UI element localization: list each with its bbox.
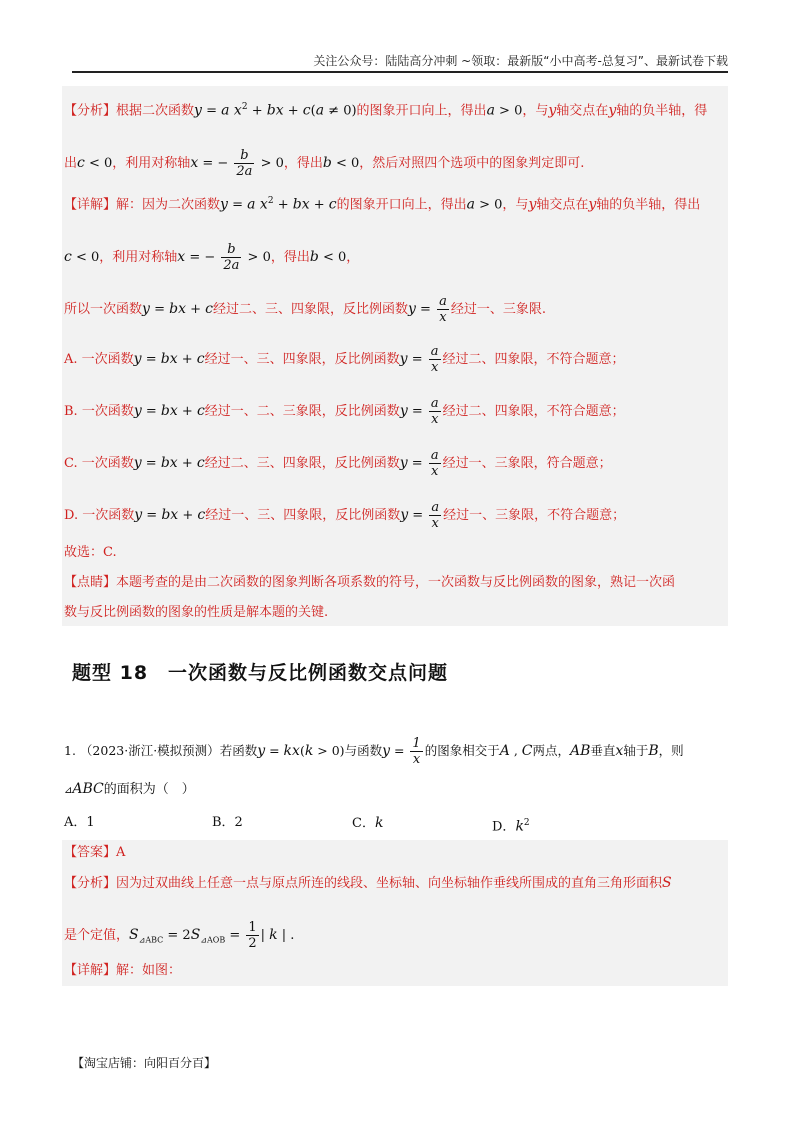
comment-line-2: 数与反比例函数的图象的性质是解本题的关键. xyxy=(64,605,329,620)
choice-d: D．$k^2$ xyxy=(492,818,530,835)
choice-c: C．k xyxy=(352,815,384,831)
section-title: 题型 18 一次函数与反比例函数交点问题 xyxy=(72,662,449,684)
choice-a: A．1 xyxy=(64,815,95,830)
detail2-line: 【详解】解：如图： xyxy=(64,963,182,978)
option-d: D. 一次函数y = bx + c经过一、三、四象限，反比例函数y = $\frac{a}{x}$ 经过一、三象限，不符合题意； xyxy=(64,500,626,531)
option-b: B. 一次函数y = bx + c经过一、二、三象限，反比例函数y = $\frac{a}{x}$ 经过二、四象限，不符合题意； xyxy=(64,396,625,427)
option-c: C. 一次函数y = bx + c经过二、三、四象限，反比例函数y = $\frac{a}{x}$ 经过一、三象限，符合题意； xyxy=(64,448,612,479)
analysis-line-2: 出c < 0，利用对称轴x = − $\frac{b}{2a}$ > 0，得出b < 0，然后对照四个选项中的图象判定即可. xyxy=(64,148,585,179)
comment-line-1: 【点睛】本题考查的是由二次函数的图象判断各项系数的符号，一次函数与反比例函数的图象，熟记一次函 xyxy=(64,575,676,590)
page-footer: 【淘宝店铺：向阳百分百】 xyxy=(72,1056,217,1070)
question-line-1: 1. （2023·浙江·模拟预测）若函数y = kx(k > 0)与函数y = $\frac{1}{x}$ 的图象相交于A , C两点，AB垂直x轴于B，则 xyxy=(64,736,684,767)
detail-line-1: 【详解】解：因为二次函数y = a $x^2$ + bx + c的图象开口向上，得出a > 0，与y轴交点在y轴的负半轴，得出 xyxy=(64,196,701,213)
option-a: A. 一次函数y = bx + c经过一、三、四象限，反比例函数y = $\frac{a}{x}$ 经过二、四象限，不符合题意； xyxy=(64,344,625,375)
question-line-2: ⊿ABC的面积为（ ） xyxy=(64,781,195,797)
analysis-line-1: 【分析】根据二次函数y = a $x^2$ + bx + c(a ≠ 0)的图象开口向上，得出a > 0，与y轴交点在y轴的负半轴，得 xyxy=(64,102,708,119)
detail-line-2: c < 0，利用对称轴x = − $\frac{b}{2a}$ > 0，得出b < 0， xyxy=(64,242,360,273)
analysis2-line-1: 【分析】因为过双曲线上任意一点与原点所连的线段、坐标轴、向坐标轴作垂线所围成的直角三角形面积S xyxy=(64,875,672,891)
choice-b: B．2 xyxy=(212,815,243,830)
answer-line: 【答案】A xyxy=(64,845,126,860)
analysis2-line-2: 是个定值，$S_{⊿ABC} = 2S_{⊿AOB}$ = $\frac{1}{2}$ | k | . xyxy=(64,920,295,951)
page-header: 关注公众号：陆陆高分冲刺 ~领取：最新版“小中高考-总复习”、最新试卷下载 xyxy=(72,52,728,73)
conclusion: 故选：C. xyxy=(64,545,117,560)
detail-line-3: 所以一次函数y = bx + c经过二、三、四象限，反比例函数y = $\frac{a}{x}$ 经过一、三象限. xyxy=(64,294,546,325)
